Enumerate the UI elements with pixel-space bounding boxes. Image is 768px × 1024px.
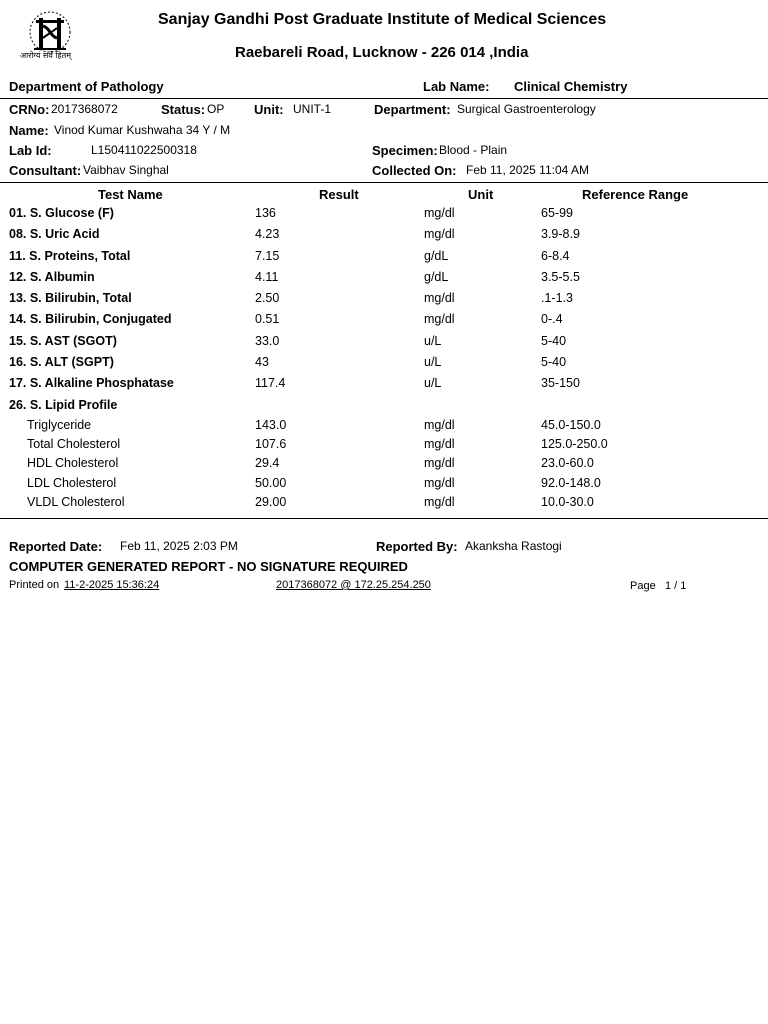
report-notice: COMPUTER GENERATED REPORT - NO SIGNATURE REQUIRED bbox=[9, 559, 408, 574]
test-result: 29.4 bbox=[255, 456, 280, 470]
test-unit: u/L bbox=[424, 376, 442, 390]
test-range: 5-40 bbox=[541, 334, 567, 348]
printed-id: 2017368072 @ 172.25.254.250 bbox=[276, 579, 431, 591]
test-unit: mg/dl bbox=[424, 227, 455, 241]
test-range: 65-99 bbox=[541, 206, 573, 220]
test-name: 01. S. Glucose (F) bbox=[9, 206, 114, 220]
test-unit: g/dL bbox=[424, 270, 449, 284]
dept-value: Surgical Gastroenterology bbox=[457, 102, 596, 116]
test-range: 35-150 bbox=[541, 376, 580, 390]
reported-by-value: Akanksha Rastogi bbox=[465, 539, 562, 553]
test-name: 13. S. Bilirubin, Total bbox=[9, 291, 132, 305]
test-name: HDL Cholesterol bbox=[27, 456, 119, 470]
test-unit: g/dL bbox=[424, 249, 449, 263]
table-row bbox=[0, 270, 768, 290]
table-row bbox=[0, 312, 768, 332]
test-range: 125.0-250.0 bbox=[541, 437, 608, 451]
test-name: 12. S. Albumin bbox=[9, 270, 95, 284]
test-result: 117.4 bbox=[255, 376, 286, 390]
header-test-name: Test Name bbox=[98, 187, 163, 202]
unit-value: UNIT-1 bbox=[293, 102, 332, 116]
reported-by-label: Reported By: bbox=[376, 539, 458, 554]
test-result: 107.6 bbox=[255, 437, 287, 451]
test-result: 2.50 bbox=[255, 291, 280, 305]
table-row bbox=[0, 437, 768, 457]
table-row bbox=[0, 476, 768, 496]
test-result: 0.51 bbox=[255, 312, 280, 326]
divider-patient bbox=[0, 182, 768, 183]
test-range: 92.0-148.0 bbox=[541, 476, 601, 490]
lab-name-label: Lab Name: bbox=[423, 79, 490, 94]
test-range: 45.0-150.0 bbox=[541, 418, 601, 432]
table-row bbox=[0, 376, 768, 396]
test-name: VLDL Cholesterol bbox=[27, 495, 125, 509]
test-unit: mg/dl bbox=[424, 456, 455, 470]
test-unit: mg/dl bbox=[424, 291, 455, 305]
collected-value: Feb 11, 2025 11:04 AM bbox=[466, 163, 589, 177]
test-result: 4.23 bbox=[255, 227, 280, 241]
specimen-label: Specimen: bbox=[372, 143, 438, 158]
header-result: Result bbox=[319, 187, 359, 202]
test-name: 11. S. Proteins, Total bbox=[9, 249, 131, 263]
table-row bbox=[0, 249, 768, 269]
test-range: 3.5-5.5 bbox=[541, 270, 580, 284]
divider-top bbox=[0, 98, 768, 99]
table-row bbox=[0, 355, 768, 375]
status-value: OP bbox=[207, 102, 225, 116]
header-reference-range: Reference Range bbox=[582, 187, 689, 202]
test-range: .1-1.3 bbox=[541, 291, 573, 305]
test-result: 43 bbox=[255, 355, 269, 369]
test-unit: mg/dl bbox=[424, 437, 455, 451]
test-result: 136 bbox=[255, 206, 276, 220]
labid-label: Lab Id: bbox=[9, 143, 52, 158]
test-name: Triglyceride bbox=[27, 418, 92, 432]
test-result: 4.11 bbox=[255, 270, 279, 284]
reported-date-label: Reported Date: bbox=[9, 539, 103, 554]
test-name: LDL Cholesterol bbox=[27, 476, 117, 490]
test-result: 143.0 bbox=[255, 418, 287, 432]
consultant-value: Vaibhav Singhal bbox=[83, 163, 169, 177]
test-result: 33.0 bbox=[255, 334, 280, 348]
institute-address: Raebareli Road, Lucknow - 226 014 ,India bbox=[235, 44, 529, 61]
test-unit: u/L bbox=[424, 355, 442, 369]
logo-motto: आरोग्यं सर्वे हितम् bbox=[20, 51, 72, 60]
dept-label: Department: bbox=[374, 102, 451, 117]
institute-name: Sanjay Gandhi Post Graduate Institute of Medical Sciences bbox=[158, 11, 607, 28]
table-row bbox=[0, 206, 768, 226]
labid-value: L150411022500318 bbox=[91, 143, 197, 157]
test-unit: u/L bbox=[424, 334, 442, 348]
test-range: 5-40 bbox=[541, 355, 567, 369]
lab-name-value: Clinical Chemistry bbox=[514, 79, 628, 94]
test-name: 16. S. ALT (SGPT) bbox=[9, 355, 114, 369]
lipid-group-title: 26. S. Lipid Profile bbox=[9, 398, 118, 412]
test-unit: mg/dl bbox=[424, 495, 455, 509]
consultant-label: Consultant: bbox=[9, 163, 82, 178]
test-result: 50.00 bbox=[255, 476, 287, 490]
department-label: Department of Pathology bbox=[9, 79, 164, 94]
status-label: Status: bbox=[161, 102, 206, 117]
test-unit: mg/dl bbox=[424, 476, 455, 490]
test-name: 08. S. Uric Acid bbox=[9, 227, 100, 241]
header-unit: Unit bbox=[468, 187, 494, 202]
table-row bbox=[0, 495, 768, 515]
test-name: 14. S. Bilirubin, Conjugated bbox=[9, 312, 172, 326]
test-unit: mg/dl bbox=[424, 206, 455, 220]
collected-label: Collected On: bbox=[372, 163, 457, 178]
specimen-value: Blood - Plain bbox=[439, 143, 508, 157]
divider-table-end bbox=[0, 518, 768, 519]
test-range: 10.0-30.0 bbox=[541, 495, 594, 509]
reported-date-value: Feb 11, 2025 2:03 PM bbox=[120, 539, 238, 553]
test-range: 3.9-8.9 bbox=[541, 227, 580, 241]
test-range: 6-8.4 bbox=[541, 249, 570, 263]
test-name: 17. S. Alkaline Phosphatase bbox=[9, 376, 174, 390]
printed-on-label: Printed on bbox=[9, 579, 60, 591]
test-range: 23.0-60.0 bbox=[541, 456, 594, 470]
test-result: 7.15 bbox=[255, 249, 280, 263]
test-unit: mg/dl bbox=[424, 418, 455, 432]
page-label: Page bbox=[630, 580, 656, 592]
table-row bbox=[0, 456, 768, 476]
table-row bbox=[0, 334, 768, 354]
page-number: 1 / 1 bbox=[665, 580, 687, 592]
test-name: 15. S. AST (SGOT) bbox=[9, 334, 117, 348]
table-row bbox=[0, 291, 768, 311]
name-label: Name: bbox=[9, 123, 49, 138]
unit-label: Unit: bbox=[254, 102, 284, 117]
table-row bbox=[0, 227, 768, 247]
name-value: Vinod Kumar Kushwaha 34 Y / M bbox=[54, 123, 231, 137]
crno-value: 2017368072 bbox=[51, 102, 118, 116]
test-unit: mg/dl bbox=[424, 312, 455, 326]
crno-label: CRNo: bbox=[9, 102, 50, 117]
test-range: 0-.4 bbox=[541, 312, 563, 326]
test-name: Total Cholesterol bbox=[27, 437, 121, 451]
printed-on-value: 11-2-2025 15:36:24 bbox=[64, 579, 160, 591]
table-row bbox=[0, 418, 768, 438]
test-result: 29.00 bbox=[255, 495, 287, 509]
